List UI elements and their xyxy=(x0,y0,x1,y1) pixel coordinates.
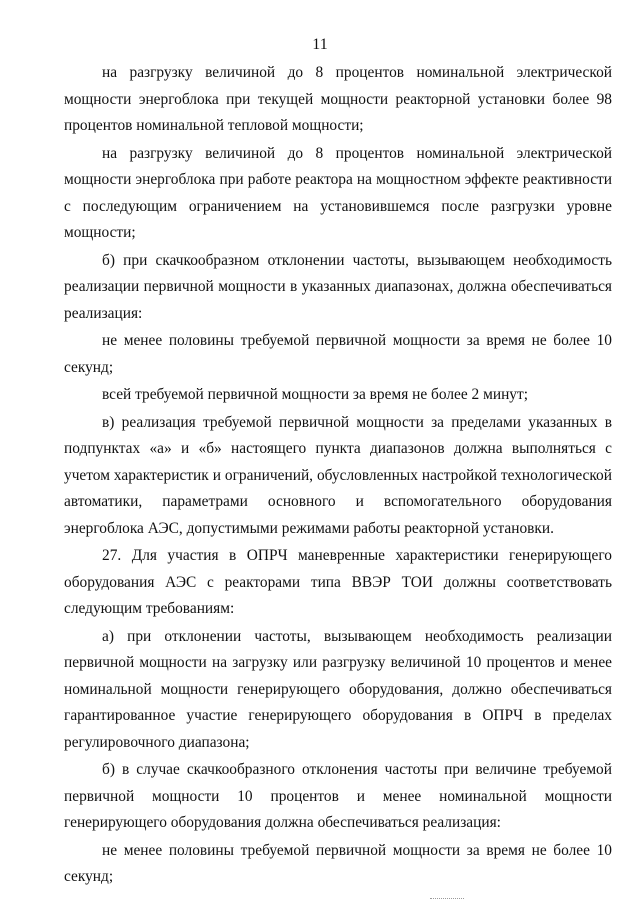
paragraph-subitem-b-step-deviation: б) при скачкообразном отклонении частоты, вызывающем необходимость реализации первичной мощности в указанных диапазонах, должна обеспечиваться реализация: xyxy=(64,251,612,322)
paragraph-item-27: 27. Для участия в ОПРЧ маневренные характеристики генерирующего оборудования АЭС с реакторами типа ВВЭР ТОИ должны соответствовать следующим требованиям: xyxy=(64,547,612,617)
paragraph-subitem-b-step-frequency: б) в случае скачкообразного отклонения частоты при величине требуемой первичной мощности 10 процентов и менее номинальной мощности генерирующего оборудования должна обеспечиваться реализация: xyxy=(64,761,612,831)
paragraph-half-power-10-seconds: не менее половины требуемой первичной мощности за время не более 10 секунд; xyxy=(64,332,612,376)
page-number: 11 xyxy=(312,36,328,53)
paragraph-unload-98-percent: на разгрузку величиной до 8 процентов номинальной электрической мощности энергоблока при текущей мощности реакторной установки более 98 процентов номинальной тепловой мощности; xyxy=(64,64,612,134)
paragraph-full-power-2-minutes: всей требуемой первичной мощности за время не более 2 минут; xyxy=(102,386,529,403)
paragraph-subitem-a-frequency-deviation: а) при отклонении частоты, вызывающем необходимость реализации первичной мощности на загрузку или разгрузку величиной 10 процентов и менее номинальной мощности генерирующего оборудования, должно обеспечиваться гарантированное участие генерирующего оборудования в ОПРЧ в пределах регулировочного диапазона; xyxy=(64,627,612,751)
document-body xyxy=(64,60,612,892)
paragraph-half-power-10-seconds-2: не менее половины требуемой первичной мощности за время не более 10 секунд; xyxy=(64,841,612,885)
paragraph-subitem-v-outside-ranges: в) реализация требуемой первичной мощности за пределами указанных в подпунктах «а» и «б» настоящего пункта диапазонов должна выполняться с учетом характеристик и ограничений, обусловленных настройкой технологической автоматики, параметрами основного и вспомогательного оборудования энергоблока АЭС, допустимыми режимами работы реакторной установки. xyxy=(64,413,612,537)
scan-edge-mark xyxy=(430,898,464,905)
paragraph-unload-power-effect: на разгрузку величиной до 8 процентов номинальной электрической мощности энергоблока при работе реактора на мощностном эффекте реактивности с последующим ограничением на установившемся после разгрузки уровне мощности; xyxy=(64,144,612,241)
